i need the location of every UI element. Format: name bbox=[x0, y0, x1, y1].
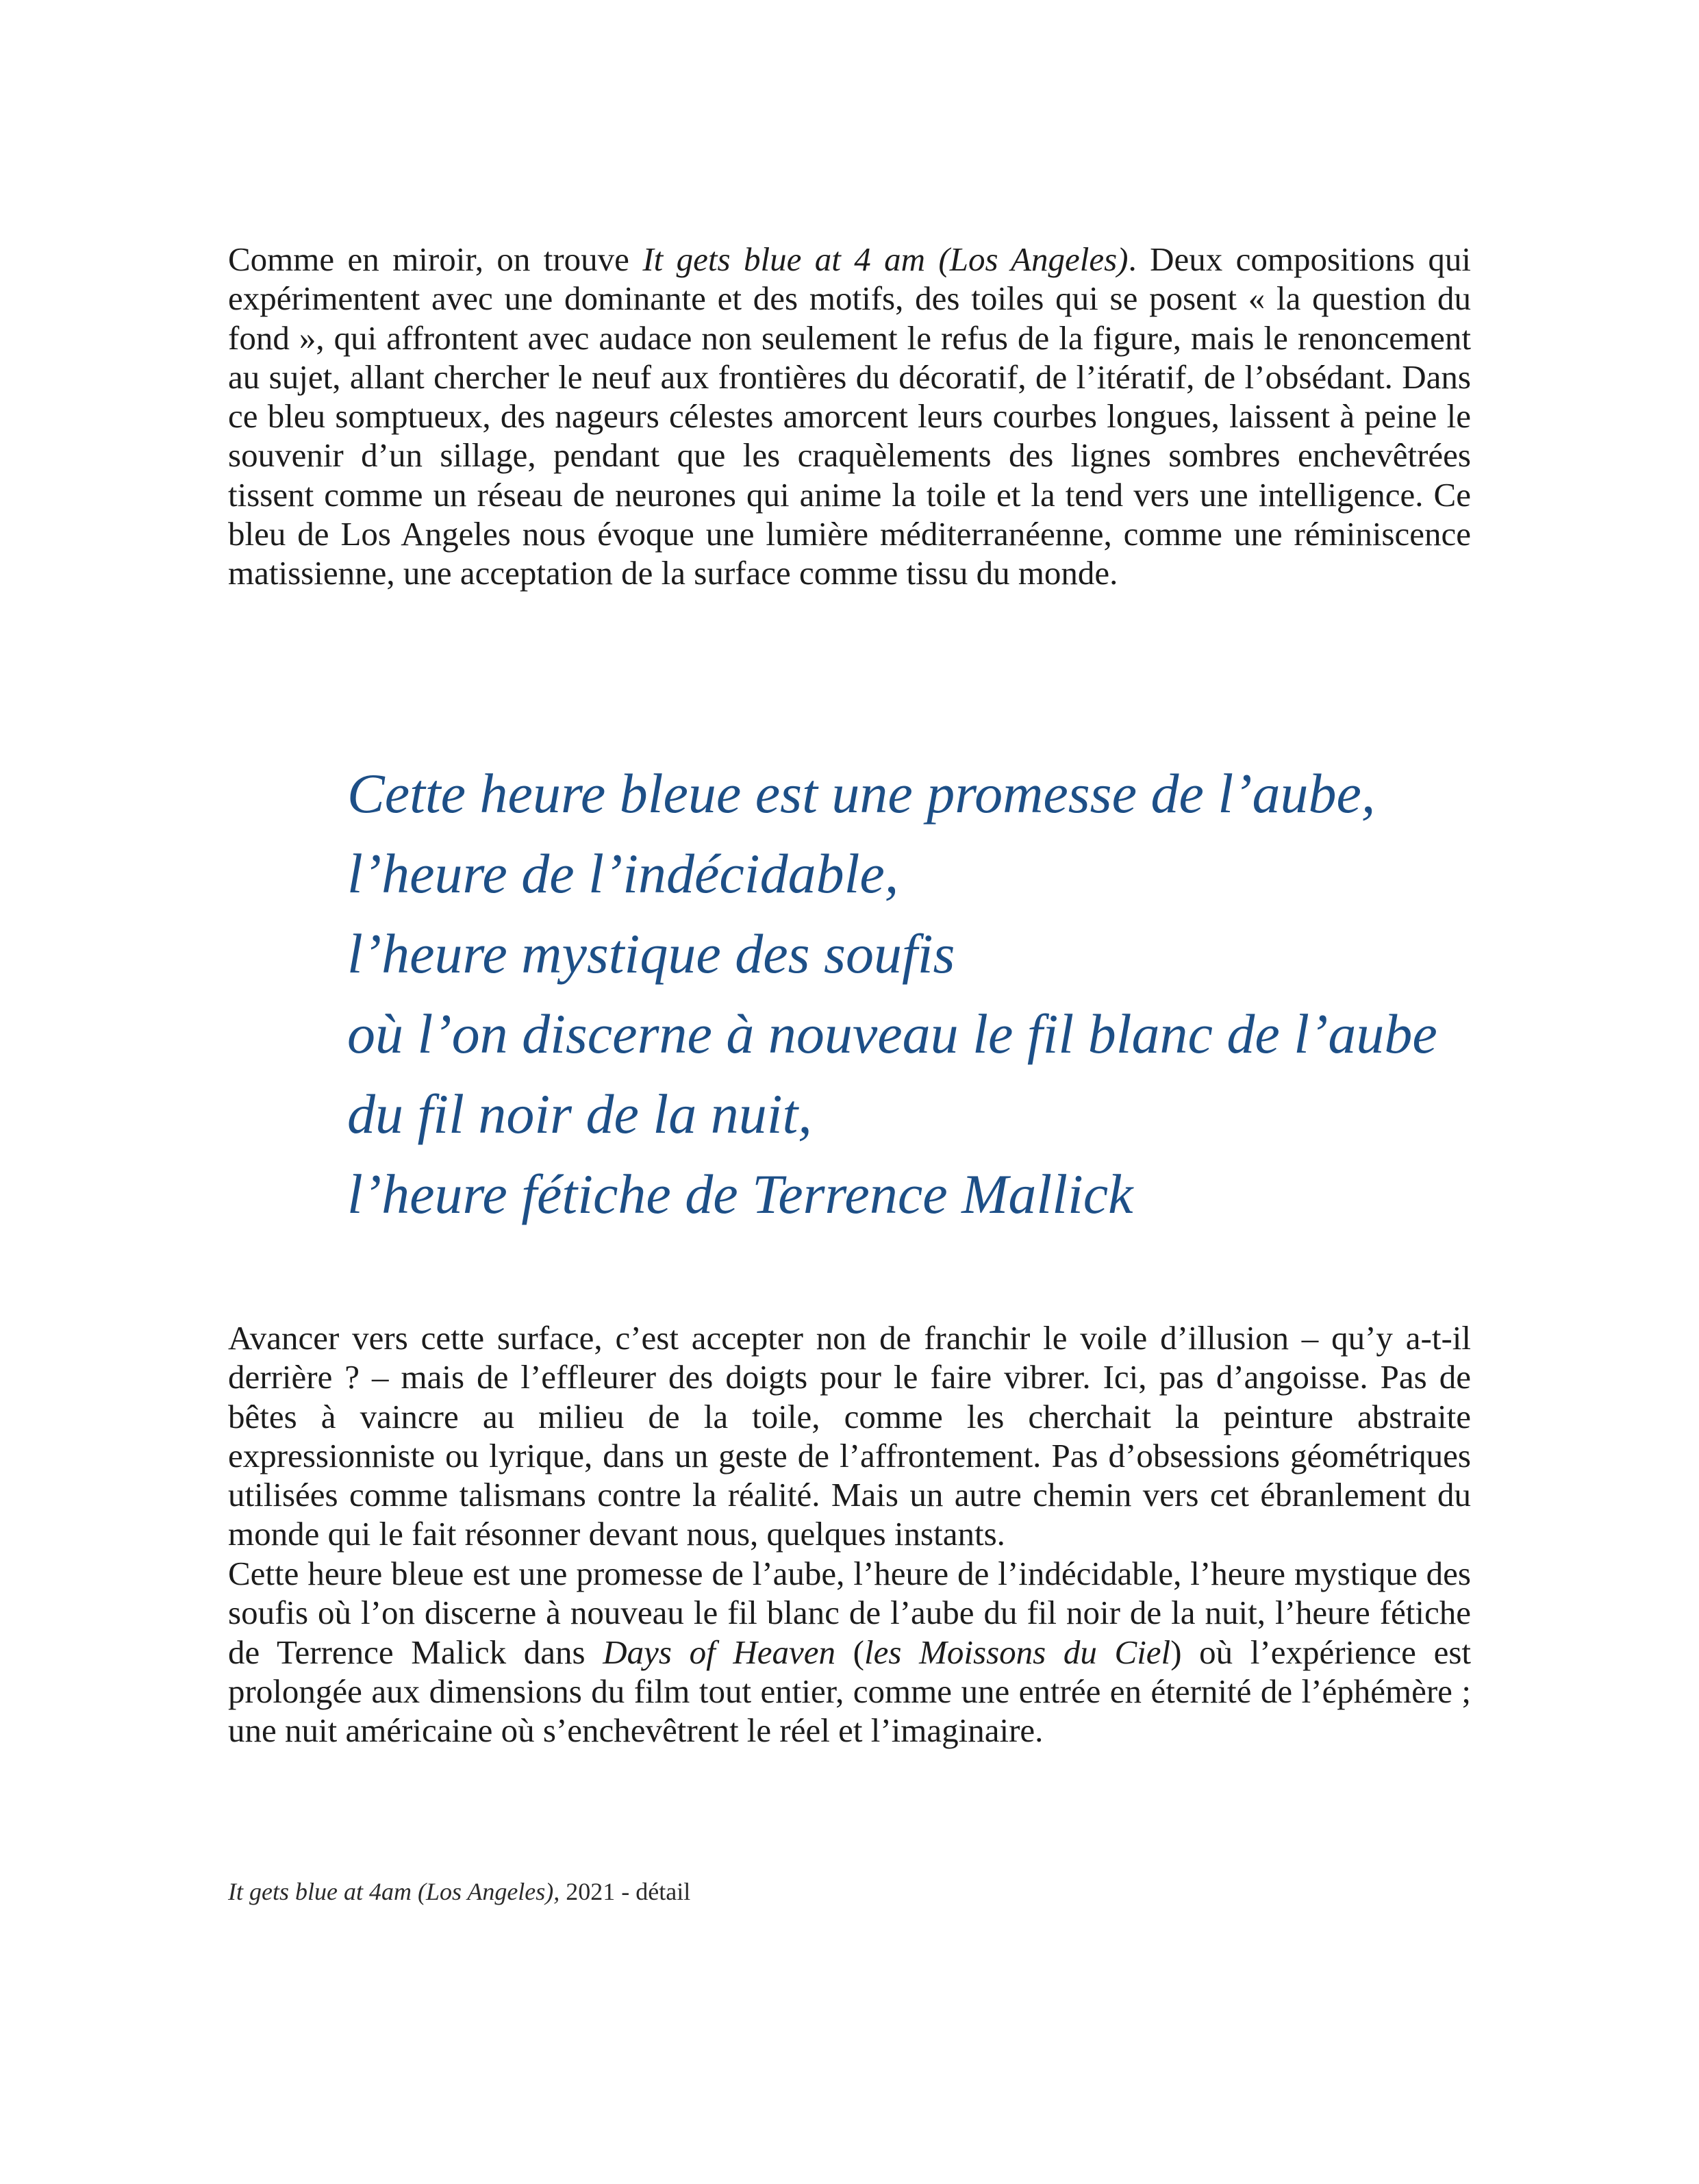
pull-quote-line: l’heure fétiche de Terrence Mallick bbox=[347, 1163, 1133, 1225]
heure-bleue-body-text: ) où l’expérience est prolongée aux dimensions du film tout entier, comme une entrée en éternité de l’éphémère ; une nuit américaine où s’enchevêtrent le réel et l’imaginaire. bbox=[228, 1633, 1472, 1750]
paren-open-text: ( bbox=[835, 1633, 864, 1671]
caption-suffix: - détail bbox=[615, 1878, 691, 1905]
caption-title: It gets blue at 4am (Los Angeles), bbox=[228, 1878, 560, 1905]
body-paragraph: Avancer vers cette surface, c’est accepter non de franchir le voile d’illusion – qu’y a-t-il derrière ? – mais de l’effleurer des doigts pour le faire vibrer. Ici, pas d’angoisse. Pas de bêtes à vaincre au milieu de la toile, comme les cherchait la peinture abstraite expressionniste ou lyrique, dans un geste de l’affrontement. Pas d’obsessions géométriques utilisées comme talismans contre la réalité. Mais un autre chemin vers cet ébranlement du monde qui le fait résonner devant nous, quelques instants. bbox=[228, 1319, 1471, 1553]
caption-year: 2021 bbox=[559, 1878, 616, 1905]
film-title: Days of Heaven bbox=[603, 1633, 835, 1671]
heure-bleue-lead-text: Cette heure bleue est une promesse de l’aube, l’heure de l’indécidable, l’heure mystique des soufis où l’on discerne à nouveau le fil blanc de l’aube du fil noir de la nuit, l’heure fétiche de Terrence Malick dans bbox=[228, 1555, 1471, 1671]
film-title-french: les Moissons du Ciel bbox=[864, 1633, 1171, 1671]
artwork-title: It gets blue at 4 am (Los Angeles) bbox=[642, 240, 1129, 278]
pull-quote bbox=[347, 753, 1511, 1234]
intro-body-text: . Deux compositions qui expérimentent avec une dominante et des motifs, des toiles qui se posent « la question du fond », qui affrontent avec audace non seulement le refus de la figure, mais le renoncement au sujet, allant chercher le neuf aux frontières du décoratif, de l’itératif, de l’obsédant. Dans ce bleu somptueux, des nageurs célestes amorcent leurs courbes longues, laissent à peine le souvenir d’un sillage, pendant que les craquèlements des lignes sombres enchevêtrées tissent comme un réseau de neurones qui anime la toile et la tend vers une intelligence. Ce bleu de Los Angeles nous évoque une lumière méditerranéenne, comme une réminiscence matissienne, une acceptation de la surface comme tissu du monde. bbox=[228, 240, 1472, 592]
pull-quote-line: l’heure mystique des soufis bbox=[347, 922, 955, 985]
pull-quote-line: l’heure de l’indécidable, bbox=[347, 842, 899, 905]
pull-quote-line: du fil noir de la nuit, bbox=[347, 1083, 812, 1145]
intro-lead-text: Comme en miroir, on trouve bbox=[228, 240, 643, 278]
image-caption bbox=[228, 1877, 690, 1907]
pull-quote-line: où l’on discerne à nouveau le fil blanc de l’aube bbox=[347, 1003, 1437, 1065]
body-paragraph-heure-bleue bbox=[228, 1554, 1471, 1750]
pull-quote-line: Cette heure bleue est une promesse de l’aube, bbox=[347, 762, 1376, 825]
intro-paragraph bbox=[228, 240, 1471, 593]
